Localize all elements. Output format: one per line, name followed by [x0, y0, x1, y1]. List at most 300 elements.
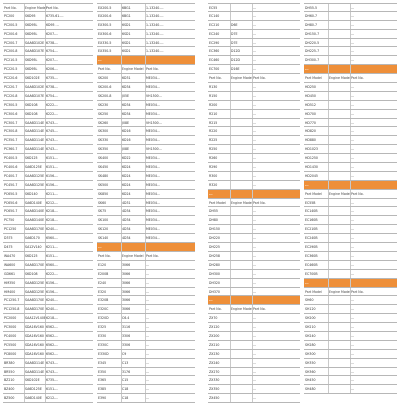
table-row [97, 323, 195, 332]
model-cell: EC240 [209, 31, 220, 36]
table-row [97, 234, 195, 243]
table-row [97, 172, 195, 181]
cell-divider [45, 368, 46, 376]
table-row [304, 92, 397, 101]
cell-divider [24, 225, 25, 233]
table-row [3, 199, 93, 208]
engine-cell [329, 296, 349, 304]
cell-divider [350, 65, 351, 73]
part-number-cell: 6156-... [46, 173, 59, 178]
model-cell: DH150-7 [305, 31, 320, 36]
model-cell: ZX230 [209, 351, 220, 356]
part-number-cell: VH1500... [146, 120, 162, 125]
cell-divider [145, 252, 146, 260]
model-cell: DH300 [209, 271, 220, 276]
model-cell: ... [305, 67, 309, 72]
part-number-cell: ME034... [146, 173, 160, 178]
table-row [97, 270, 195, 279]
engine-cell [329, 305, 349, 313]
cell-divider [145, 279, 146, 287]
table-row [304, 207, 397, 216]
cell-divider [252, 56, 253, 64]
cell-divider [350, 21, 351, 29]
model-cell: DH150 [209, 227, 220, 232]
cell-divider [252, 359, 253, 367]
part-number-cell: ... [253, 236, 257, 241]
engine-cell: Engine Model [122, 67, 144, 72]
section-header-row [304, 65, 397, 74]
cell-divider [350, 314, 351, 322]
part-number-cell: ... [146, 280, 150, 285]
cell-divider [252, 47, 253, 55]
cell-divider [350, 30, 351, 38]
part-number-cell: ... [146, 289, 150, 294]
cell-divider [121, 172, 122, 180]
cell-divider [121, 234, 122, 242]
engine-cell: 6BG1 [122, 6, 131, 10]
engine-cell: 6SD1 [122, 22, 131, 27]
model-cell: E365 [98, 378, 107, 383]
engine-cell: Engine Model [25, 6, 47, 10]
table-row [97, 163, 195, 172]
engine-cell [329, 92, 349, 100]
column-header-row [304, 288, 397, 297]
cell-divider [145, 323, 146, 331]
table-row [208, 181, 300, 190]
table-row [3, 261, 93, 270]
table-row [208, 341, 300, 350]
part-number-cell: Part No. [146, 67, 159, 72]
part-number-cell: ... [253, 22, 257, 27]
cell-divider [350, 4, 351, 11]
cell-divider [45, 39, 46, 47]
cell-divider [121, 30, 122, 38]
engine-cell [231, 279, 251, 287]
table-row [304, 47, 397, 56]
cell-divider [24, 83, 25, 91]
engine-cell: 6SD1 [122, 40, 131, 45]
engine-cell: SAA6D170E [25, 307, 45, 312]
engine-cell [231, 216, 251, 224]
table-row [304, 261, 397, 270]
table-row [304, 252, 397, 261]
cell-divider [45, 136, 46, 144]
cell-divider [145, 376, 146, 384]
table-row [97, 296, 195, 305]
cell-divider [145, 332, 146, 340]
engine-cell: SAA6D107E [25, 93, 45, 98]
table-row [3, 279, 93, 288]
cell-divider [230, 65, 231, 73]
engine-cell: 3066 [122, 307, 131, 312]
cell-divider [230, 39, 231, 47]
part-number-cell: ... [351, 342, 355, 347]
column-header-row [3, 3, 93, 12]
part-number-cell: 6211-... [46, 245, 59, 250]
engine-cell: S6D140 [25, 191, 38, 196]
model-cell: PC750 [4, 218, 15, 223]
cell-divider [350, 12, 351, 20]
table-row [3, 181, 93, 190]
cell-divider [328, 83, 329, 91]
table-row [3, 350, 93, 359]
model-cell: EC210B [305, 227, 318, 232]
table-row [3, 234, 93, 243]
part-number-cell: 6738-... [46, 85, 59, 90]
engine-cell: 3306 [122, 333, 131, 338]
cell-divider [350, 279, 351, 287]
engine-cell: S6D108 [25, 271, 38, 276]
cell-divider [350, 261, 351, 269]
model-cell: DH55 [209, 209, 218, 214]
part-number-cell: Part No. [351, 191, 364, 196]
part-number-cell: ... [351, 200, 355, 205]
table-row [208, 270, 300, 279]
model-cell: PC400-7 [4, 173, 18, 178]
engine-cell: SDA16V160 [25, 325, 44, 330]
table-row [3, 359, 93, 368]
part-number-cell: ... [351, 22, 355, 27]
table-row [3, 332, 93, 341]
model-cell: EC55 [209, 6, 218, 10]
cell-divider [230, 261, 231, 269]
model-cell: ... [209, 191, 213, 196]
cell-divider [24, 279, 25, 287]
cell-divider [45, 394, 46, 402]
table-row [3, 74, 93, 83]
model-cell: DH370 [209, 289, 220, 294]
cell-divider [24, 350, 25, 358]
cell-divider [230, 216, 231, 224]
table-column-1 [3, 3, 93, 403]
engine-cell: SAA6D114E [25, 360, 45, 365]
cell-divider [252, 154, 253, 162]
table-column-3 [208, 3, 300, 403]
cell-divider [252, 136, 253, 144]
engine-cell: S6D108 [25, 102, 38, 107]
engine-cell [329, 270, 349, 278]
cell-divider [24, 39, 25, 47]
cell-divider [145, 199, 146, 207]
part-number-cell: 6218-... [46, 316, 59, 321]
model-cell: Part No. [98, 67, 111, 72]
model-cell: HD450 [305, 93, 316, 98]
cell-divider [328, 341, 329, 349]
cell-divider [252, 21, 253, 29]
part-number-cell: ... [351, 129, 355, 134]
engine-cell [122, 243, 144, 251]
model-cell: DH225-7 [305, 49, 320, 54]
model-cell: PC350-7 [4, 138, 18, 143]
cell-divider [252, 190, 253, 198]
table-row [3, 252, 93, 261]
cell-divider [328, 359, 329, 367]
model-cell: ZX450 [209, 396, 220, 401]
engine-cell: Engine Model [231, 200, 253, 205]
part-number-cell: ... [351, 298, 355, 303]
part-number-cell: 6151-... [46, 156, 59, 161]
cell-divider [45, 216, 46, 224]
table-row [208, 376, 300, 385]
table-row [97, 127, 195, 136]
engine-cell: S6D102E [25, 378, 40, 383]
table-row [304, 30, 397, 39]
engine-cell [231, 359, 251, 367]
model-cell: R150 [209, 93, 218, 98]
cell-divider [24, 261, 25, 269]
cell-divider [350, 190, 351, 198]
table-row [97, 261, 195, 270]
part-number-cell: ... [351, 227, 355, 232]
model-cell: PC450-7 [4, 182, 18, 187]
cell-divider [328, 154, 329, 162]
cell-divider [121, 385, 122, 393]
part-number-cell: ... [351, 58, 355, 63]
model-cell: R250 [209, 147, 218, 152]
model-cell: PC200-5 [4, 22, 18, 27]
cell-divider [328, 65, 329, 73]
engine-cell: S6D125 [25, 253, 38, 258]
model-cell: ZX210 [209, 342, 220, 347]
cell-divider [252, 350, 253, 358]
cell-divider [45, 341, 46, 349]
part-number-cell: ... [253, 67, 257, 72]
cell-divider [350, 110, 351, 118]
engine-cell: SA12V140 [25, 245, 42, 250]
part-number-cell: Part No. [351, 76, 364, 81]
model-cell: PC3000 [4, 325, 17, 330]
engine-cell: 3066 [122, 298, 131, 303]
part-number-cell: ... [253, 165, 257, 170]
model-cell: ... [98, 245, 102, 250]
engine-cell: C18 [122, 387, 129, 392]
cell-divider [350, 341, 351, 349]
table-row [97, 394, 195, 403]
engine-cell: SAA6D125E [25, 173, 45, 178]
part-number-cell: 6218-... [46, 209, 59, 214]
model-cell: EX300-5 [98, 22, 112, 27]
cell-divider [24, 190, 25, 198]
engine-cell [329, 12, 349, 20]
part-number-cell: ME034... [146, 165, 160, 170]
engine-cell: SAA12V140E [25, 316, 46, 321]
engine-cell [231, 368, 251, 376]
cell-divider [24, 110, 25, 118]
table-row [3, 323, 93, 332]
model-cell: BR550 [4, 369, 15, 374]
cell-divider [24, 368, 25, 376]
cell-divider [45, 305, 46, 313]
table-row [97, 145, 195, 154]
part-number-cell: ME034... [146, 156, 160, 161]
part-number-cell: ME034... [146, 111, 160, 116]
cell-divider [328, 47, 329, 55]
table-row [304, 270, 397, 279]
cell-divider [121, 39, 122, 47]
part-number-cell: 6562-... [46, 333, 59, 338]
cell-divider [230, 154, 231, 162]
cell-divider [252, 199, 253, 207]
engine-cell: C13 [122, 360, 129, 365]
engine-cell [329, 376, 349, 384]
engine-cell [231, 376, 251, 384]
part-number-cell: 6240-... [46, 298, 59, 303]
cell-divider [230, 234, 231, 242]
cell-divider [350, 216, 351, 224]
cell-divider [350, 181, 351, 189]
part-number-cell: ME034... [146, 76, 160, 81]
model-cell: EC160B [305, 218, 318, 223]
cell-divider [24, 359, 25, 367]
model-cell: DH220 [209, 236, 220, 241]
part-number-cell: 1-13240-... [146, 31, 164, 36]
model-cell: PC400-5 [4, 156, 18, 161]
cell-divider [145, 385, 146, 393]
model-cell: SK60 [98, 200, 107, 205]
cell-divider [45, 145, 46, 153]
model-cell: EC55B [305, 200, 316, 205]
part-number-cell: ... [351, 120, 355, 125]
model-cell: DH80 [209, 218, 218, 223]
cell-divider [24, 341, 25, 349]
table-row [97, 207, 195, 216]
cell-divider [230, 296, 231, 304]
model-cell: HD1430 [305, 165, 318, 170]
model-cell: EC360 [209, 49, 220, 54]
cell-divider [45, 190, 46, 198]
cell-divider [328, 101, 329, 109]
model-cell: BR380 [4, 360, 15, 365]
cell-divider [45, 359, 46, 367]
part-number-cell: ... [253, 40, 257, 45]
cell-divider [145, 47, 146, 55]
cell-divider [230, 368, 231, 376]
table-row [3, 110, 93, 119]
engine-cell [231, 190, 251, 198]
part-number-cell [351, 65, 396, 73]
part-number-cell: ... [351, 173, 355, 178]
cell-divider [145, 92, 146, 100]
part-number-cell: ... [351, 49, 355, 54]
cell-divider [24, 296, 25, 304]
engine-cell: 3066 [122, 262, 131, 267]
cell-divider [145, 12, 146, 20]
cell-divider [252, 30, 253, 38]
cell-divider [230, 394, 231, 402]
cell-divider [121, 225, 122, 233]
cell-divider [328, 127, 329, 135]
table-row [3, 101, 93, 110]
model-cell: E330D [98, 351, 109, 356]
cell-divider [24, 30, 25, 38]
part-number-cell: Part No. [351, 289, 364, 294]
column-header-row [304, 74, 397, 83]
table-row [208, 101, 300, 110]
table-row [3, 314, 93, 323]
part-number-cell: 6240-... [46, 227, 59, 232]
column-header-row [304, 190, 397, 199]
model-cell: D375 [4, 236, 13, 241]
engine-cell [231, 110, 251, 118]
table-row [97, 350, 195, 359]
engine-cell [231, 83, 251, 91]
engine-cell [329, 56, 349, 64]
cell-divider [230, 207, 231, 215]
part-number-cell: 6743-... [46, 360, 59, 365]
cell-divider [350, 385, 351, 393]
cell-divider [24, 21, 25, 29]
engine-cell [231, 172, 251, 180]
cell-divider [328, 181, 329, 189]
cell-divider [24, 154, 25, 162]
cell-divider [45, 181, 46, 189]
part-number-cell: ... [253, 49, 257, 54]
part-number-cell [351, 181, 396, 189]
cell-divider [24, 216, 25, 224]
table-row [97, 101, 195, 110]
cell-divider [121, 119, 122, 127]
cell-divider [24, 252, 25, 260]
cell-divider [45, 288, 46, 296]
table-row [208, 163, 300, 172]
table-row [3, 368, 93, 377]
cell-divider [252, 368, 253, 376]
cell-divider [145, 190, 146, 198]
model-cell: SK400 [98, 156, 109, 161]
part-number-cell: 1-13240-... [146, 49, 164, 54]
table-row [208, 225, 300, 234]
table-row [97, 368, 195, 377]
cell-divider [350, 296, 351, 304]
table-row [97, 279, 195, 288]
cell-divider [121, 21, 122, 29]
cell-divider [252, 376, 253, 384]
part-number-cell: 6222-... [46, 271, 59, 276]
table-row [304, 136, 397, 145]
table-row [97, 181, 195, 190]
cell-divider [145, 296, 146, 304]
table-row [3, 127, 93, 136]
model-cell: ZX120 [209, 325, 220, 330]
part-number-cell: ME034... [146, 138, 160, 143]
section-header-row [304, 181, 397, 190]
cell-divider [350, 359, 351, 367]
cell-divider [145, 359, 146, 367]
part-number-cell: ... [351, 360, 355, 365]
cell-divider [350, 39, 351, 47]
cell-divider [24, 376, 25, 384]
cell-divider [45, 30, 46, 38]
part-number-cell: ME034... [146, 209, 160, 214]
cell-divider [230, 30, 231, 38]
table-row [304, 154, 397, 163]
cell-divider [24, 314, 25, 322]
table-row [3, 216, 93, 225]
cell-divider [24, 12, 25, 20]
engine-cell: 3066 [122, 289, 131, 294]
table-row [208, 30, 300, 39]
model-cell: Part No. [209, 76, 222, 81]
part-number-cell: 6562-... [46, 325, 59, 330]
cell-divider [252, 270, 253, 278]
table-row [208, 368, 300, 377]
part-number-cell: ... [351, 102, 355, 107]
engine-cell: 6D31 [122, 76, 131, 81]
part-number-cell [146, 56, 194, 64]
cell-divider [45, 12, 46, 20]
table-row [208, 145, 300, 154]
part-number-cell: 6211-... [46, 191, 59, 196]
